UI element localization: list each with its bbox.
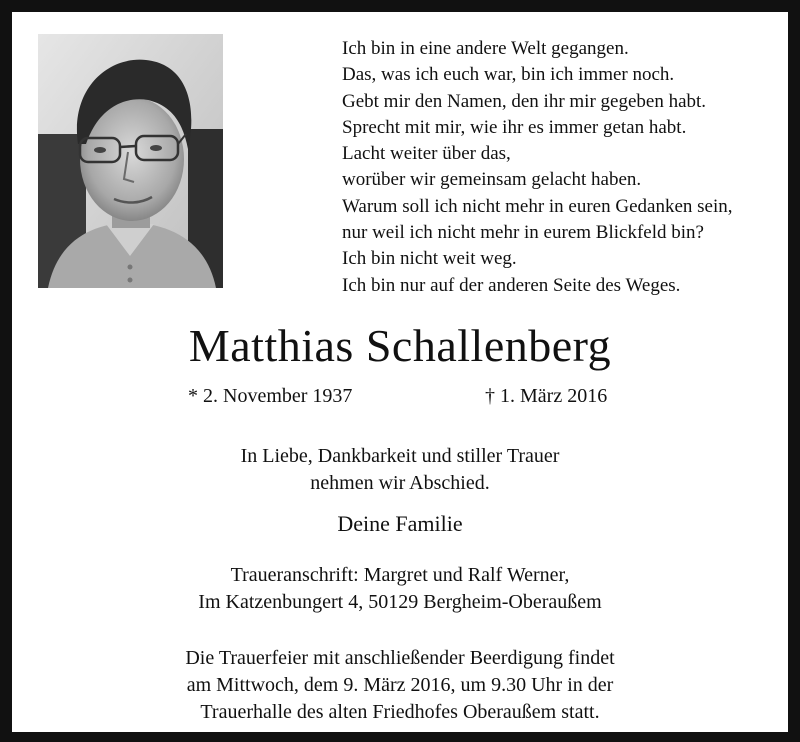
signature: Deine Familie	[337, 511, 463, 536]
mourning-line: In Liebe, Dankbarkeit und stiller Trauer	[240, 445, 560, 467]
poem-line: Warum soll ich nicht mehr in euren Gedanken sein,	[342, 195, 733, 217]
address-line: Traueranschrift: Margret und Ralf Werner,	[230, 564, 570, 586]
mourning-line: nehmen wir Abschied.	[310, 472, 490, 494]
poem-line: Ich bin nicht weit weg.	[342, 248, 517, 270]
funeral-line: Trauerhalle des alten Friedhofes Oberaußem statt.	[200, 701, 600, 723]
poem-line: Gebt mir den Namen, den ihr mir gegeben habt.	[342, 90, 707, 112]
funeral-info	[0, 645, 800, 726]
mourning-address	[0, 562, 800, 616]
poem-line: Ich bin in eine andere Welt gegangen.	[342, 38, 629, 59]
poem-line: Das, was ich euch war, bin ich immer noch.	[342, 64, 675, 86]
funeral-line: Die Trauerfeier mit anschließender Beerdigung findet	[185, 647, 615, 669]
deceased-name: Matthias Schallenberg	[188, 320, 612, 371]
mourning-text	[0, 443, 800, 497]
portrait-photo	[38, 34, 223, 288]
death-date: † 1. März 2016	[485, 385, 608, 407]
poem-line: worüber wir gemeinsam gelacht haben.	[342, 169, 642, 191]
portrait-photo-icon	[38, 34, 223, 288]
poem-line: Sprecht mit mir, wie ihr es immer getan habt.	[342, 116, 687, 138]
poem-line: nur weil ich nicht mehr in eurem Blickfeld bin?	[342, 222, 704, 244]
birth-date: * 2. November 1937	[188, 385, 353, 407]
funeral-line: am Mittwoch, dem 9. März 2016, um 9.30 Uhr in der	[186, 674, 614, 696]
poem	[342, 36, 782, 299]
poem-line: Lacht weiter über das,	[342, 143, 511, 165]
address-line: Im Katzenbungert 4, 50129 Bergheim-Oberaußem	[198, 591, 602, 613]
poem-line: Ich bin nur auf der anderen Seite des Weges.	[342, 274, 681, 296]
